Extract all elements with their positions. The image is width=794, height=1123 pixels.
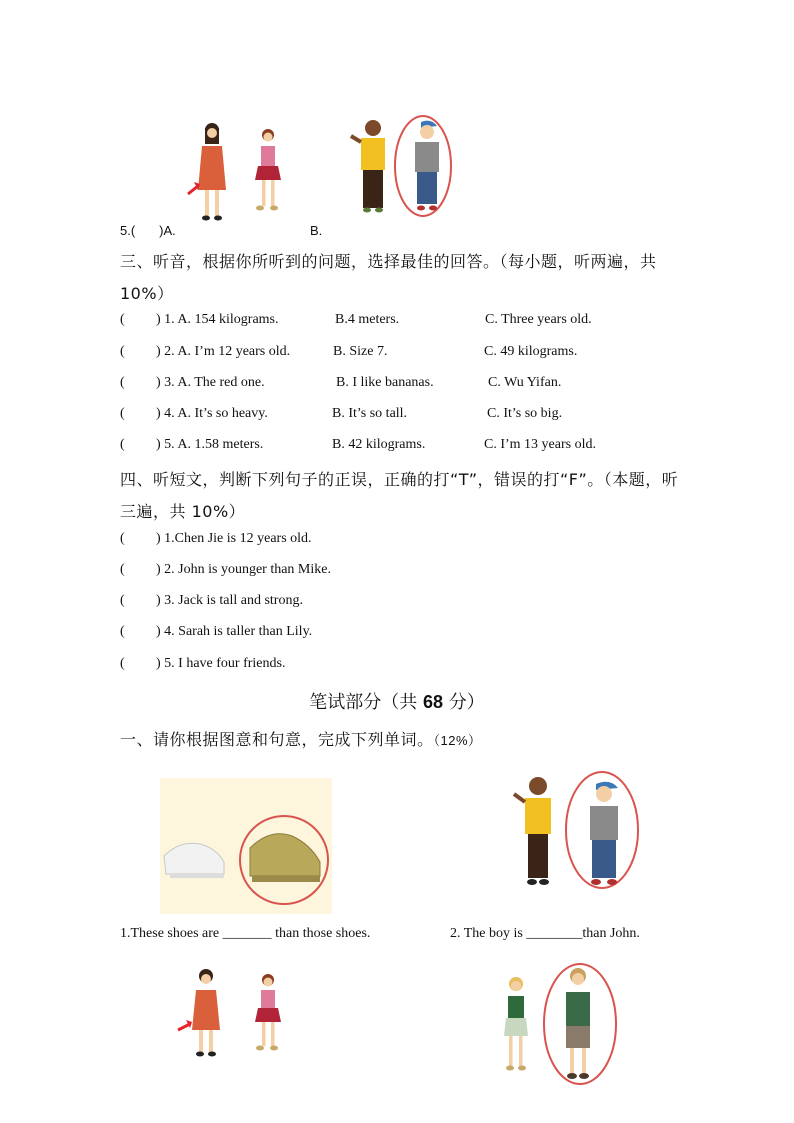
answer-paren[interactable]: ( bbox=[120, 375, 125, 390]
section4-heading-line1: 四、听短文，判断下列句子的正误，正确的打“T”，错误的打“F”。（本题，听 bbox=[120, 470, 679, 489]
option-c: C. I’m 13 years old. bbox=[484, 437, 596, 452]
answer-paren[interactable]: ( bbox=[120, 656, 125, 671]
option-b: B. Size 7. bbox=[333, 344, 388, 359]
option-b: B.4 meters. bbox=[335, 312, 400, 327]
section3-heading-line2: 10%） bbox=[120, 284, 174, 303]
shoes-icon bbox=[160, 778, 332, 914]
women-illustration-bottom bbox=[496, 962, 626, 1086]
statement-4: ) 4. Sarah is taller than Lily. bbox=[156, 624, 313, 639]
answer-paren[interactable]: ( bbox=[120, 344, 125, 359]
statement-1: ) 1.Chen Jie is 12 years old. bbox=[156, 531, 312, 546]
option-c: C. Three years old. bbox=[485, 312, 592, 327]
section3-heading-line1: 三、听音，根据你所听到的问题，选择最佳的回答。（每小题，听两遍，共 bbox=[120, 252, 657, 271]
sec1-percent: （12%） bbox=[433, 733, 482, 748]
option-a: ) 5. A. 1.58 meters. bbox=[156, 437, 264, 452]
question-5-label bbox=[120, 223, 176, 238]
title-suffix: 分） bbox=[448, 692, 485, 713]
answer-paren[interactable]: ( bbox=[120, 562, 125, 577]
option-c: C. Wu Yifan. bbox=[488, 375, 562, 390]
option-a: ) 1. A. 154 kilograms. bbox=[156, 312, 279, 327]
written-q2: 2. The boy is ________than John. bbox=[450, 926, 640, 941]
option-a: ) 4. A. It’s so heavy. bbox=[156, 406, 268, 421]
q5-option-b: B. bbox=[310, 223, 323, 238]
option-c: C. It’s so big. bbox=[487, 406, 563, 421]
answer-paren[interactable]: ( bbox=[120, 624, 125, 639]
statement-5: ) 5. I have four friends. bbox=[156, 656, 286, 671]
girls-illustration-bottom bbox=[176, 966, 294, 1058]
answer-paren[interactable]: ( bbox=[120, 406, 125, 421]
answer-paren[interactable]: ( bbox=[120, 531, 125, 546]
option-c: C. 49 kilograms. bbox=[484, 344, 578, 359]
section4-heading-line2: 三遍，共 10%） bbox=[120, 502, 246, 521]
answer-paren[interactable]: ( bbox=[120, 437, 125, 452]
statement-2: ) 2. John is younger than Mike. bbox=[156, 562, 331, 577]
statement-3: ) 3. Jack is tall and strong. bbox=[156, 593, 303, 608]
answer-paren[interactable]: ( bbox=[120, 593, 125, 608]
shoes-picture bbox=[160, 778, 332, 914]
boys-illustration-top bbox=[345, 112, 460, 220]
written-q1: 1.These shoes are _______ than those shoes. bbox=[120, 926, 371, 941]
option-a: ) 3. A. The red one. bbox=[156, 375, 265, 390]
written-sec1-heading bbox=[120, 727, 482, 750]
boys-illustration-bottom bbox=[510, 772, 640, 890]
option-a: ) 2. A. I’m 12 years old. bbox=[156, 344, 291, 359]
option-b: B. I like bananas. bbox=[336, 375, 434, 390]
title-score: 68 bbox=[422, 692, 444, 712]
title-prefix: 笔试部分（共 bbox=[309, 692, 418, 713]
sec1-heading-text: 一、请你根据图意和句意，完成下列单词。 bbox=[120, 730, 434, 749]
option-b: B. 42 kilograms. bbox=[332, 437, 426, 452]
answer-paren[interactable]: ( bbox=[120, 312, 125, 327]
girls-illustration-top bbox=[186, 118, 296, 228]
written-part-title bbox=[0, 688, 794, 714]
q5-number: 5.( bbox=[120, 223, 136, 238]
option-b: B. It’s so tall. bbox=[332, 406, 408, 421]
q5-option-a: )A. bbox=[159, 223, 176, 238]
